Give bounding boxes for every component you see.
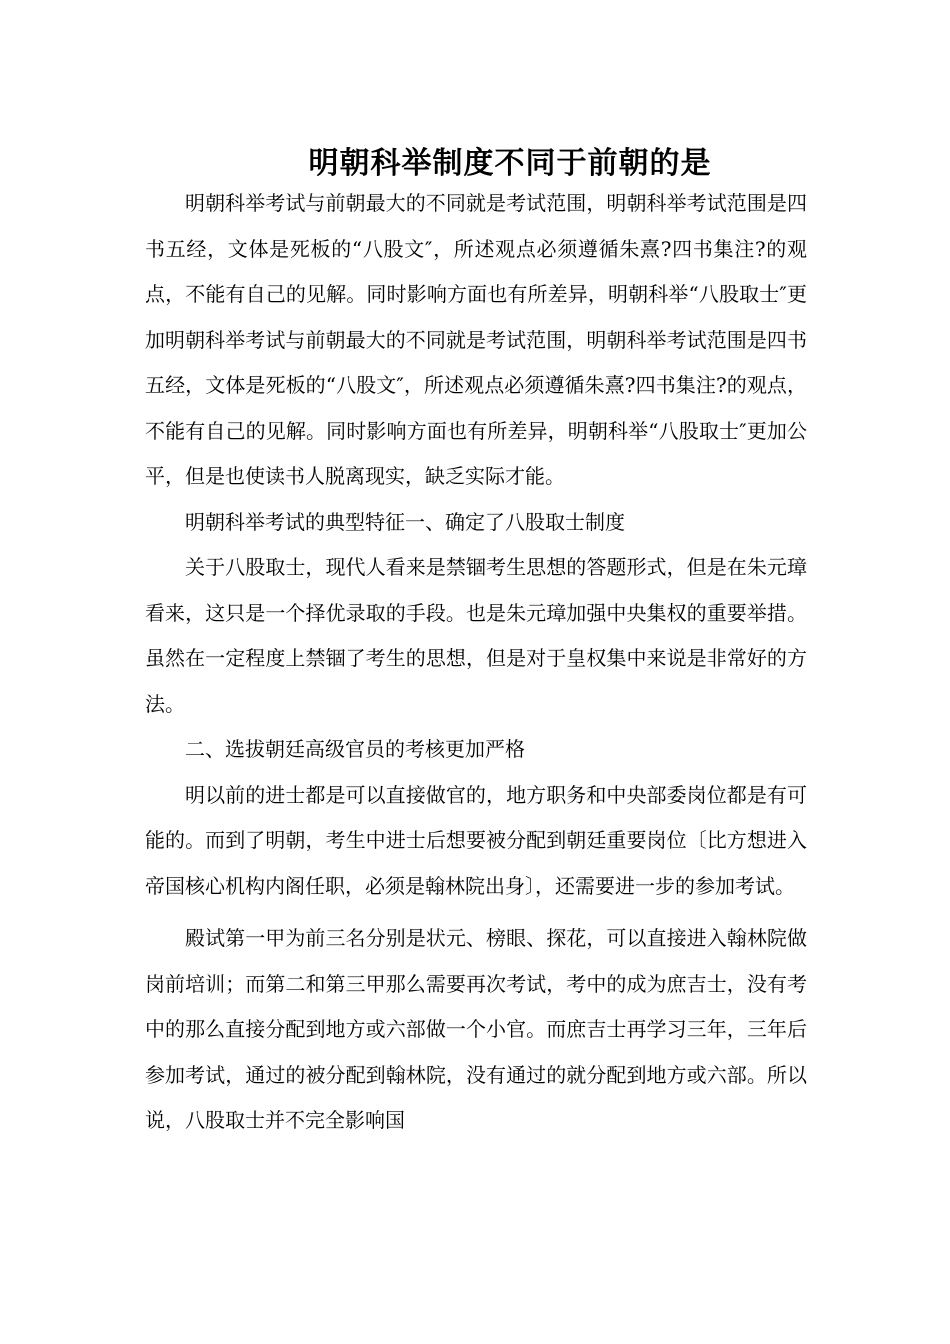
paragraph-intro: 明朝科举考试与前朝最大的不同就是考试范围，明朝科举考试范围是四书五经，文体是死板的“八股文″，所述观点必须遵循朱熹?四书集注?的观点，不能有自己的见解。同时影响方面也有所差异，明朝科举“八股取士″更加明朝科举考试与前朝最大的不同就是考试范围，明朝科举考试范围是四书五经，文体是死板的“八股文″，所述观点必须遵循朱熹?四书集注?的观点，不能有自己的见解。同时影响方面也有所差异，明朝科举“八股取士″更加公平，但是也使读书人脱离现实，缺乏实际才能。 (145, 191, 807, 488)
paragraph-bagu-qushi: 关于八股取士，现代人看来是禁锢考生思想的答题形式，但是在朱元璋看来，这只是一个择优录取的手段。也是朱元璋加强中央集权的重要举措。虽然在一定程度上禁锢了考生的思想，但是对于皇权集中来说是非常好的方法。 (145, 555, 807, 716)
document-title: 明朝科举制度不同于前朝的是 (308, 146, 712, 182)
paragraph-jinshi-appointment: 明以前的进士都是可以直接做官的，地方职务和中央部委岗位都是有可能的。而到了明朝，考生中进士后想要被分配到朝廷重要岗位〔比方想进入帝国核心机构内阁任职，必须是翰林院出身〕，还需要进一步的参加考试。 (145, 782, 807, 898)
paragraph-heading-feature-two: 二、选拔朝廷高级官员的考核更加严格 (185, 737, 525, 761)
paragraph-heading-feature-one: 明朝科举考试的典型特征一、确定了八股取士制度 (185, 509, 625, 534)
document-body (145, 181, 807, 1144)
paragraph-dianshi-ranking: 殿试第一甲为前三名分别是状元、榜眼、探花，可以直接进入翰林院做岗前培训；而第二和第三甲那么需要再次考试，考中的成为庶吉士，没有考中的那么直接分配到地方或六部做一个小官。而庶吉士再学习三年，三年后参加考试，通过的被分配到翰林院，没有通过的就分配到地方或六部。所以说，八股取士并不完全影响国 (145, 926, 807, 1132)
